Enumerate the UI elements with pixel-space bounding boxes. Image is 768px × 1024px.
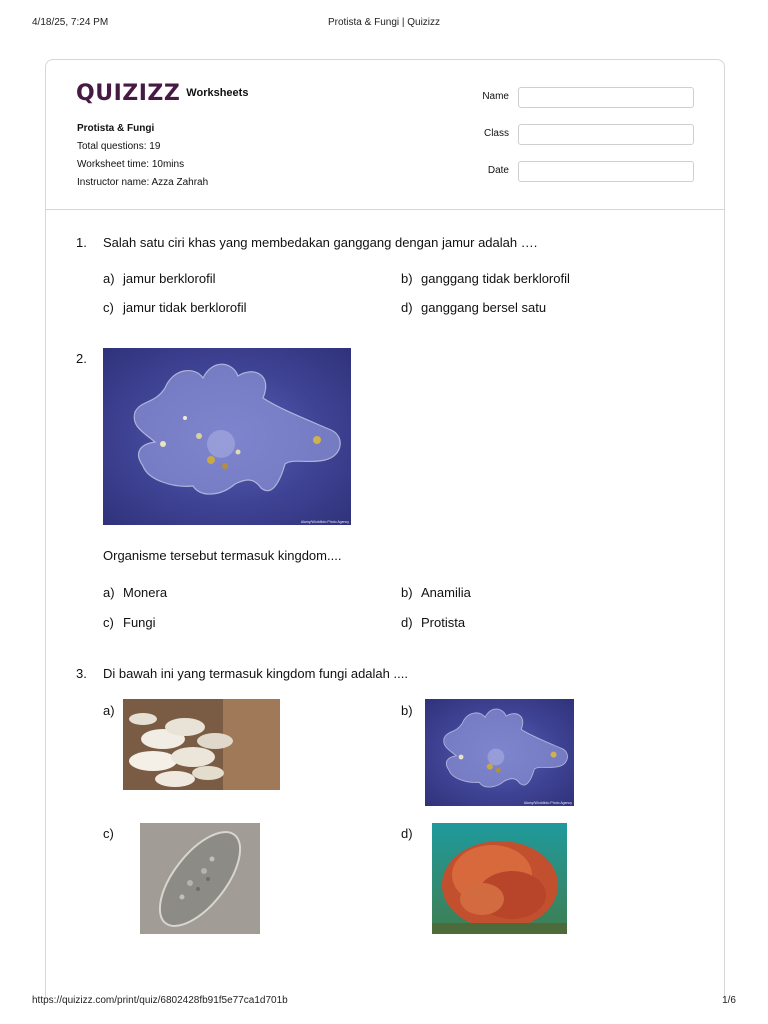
quiz-meta — [77, 120, 208, 192]
question-2-option-b[interactable]: b) Anamilia — [401, 585, 471, 600]
print-header — [0, 17, 768, 31]
page-number: 1/6 — [722, 995, 736, 1006]
question-1-option-a[interactable]: a) jamur berklorofil — [103, 271, 216, 286]
print-datetime: 4/18/25, 7:24 PM — [32, 17, 109, 28]
amoeba-image — [103, 348, 351, 525]
red-seaweed-image[interactable] — [432, 823, 567, 934]
quiz-title: Protista & Fungi — [77, 123, 155, 134]
question-2-option-a[interactable]: a) Monera — [103, 585, 168, 600]
worksheet-header — [46, 60, 724, 210]
question-2-option-d[interactable]: d) Protista — [401, 615, 466, 630]
question-2-number: 2. — [76, 351, 87, 366]
instructor-name: Instructor name: Azza Zahrah — [77, 177, 209, 188]
worksheet-time: Worksheet time: 10mins — [77, 159, 185, 170]
question-2-text: Organisme tersebut termasuk kingdom.... — [103, 548, 342, 563]
question-1-number: 1. — [76, 235, 87, 250]
question-3-number: 3. — [76, 666, 87, 681]
question-1-text: Salah satu ciri khas yang membedakan ganggang dengan jamur adalah …. — [103, 235, 538, 250]
question-3-option-b-label[interactable]: b) — [401, 703, 413, 718]
class-label: Class — [483, 128, 509, 139]
question-3-option-a-label[interactable]: a) — [103, 703, 115, 718]
paramecium-image[interactable] — [140, 823, 260, 934]
name-field[interactable] — [518, 87, 694, 108]
section-label: Worksheets — [186, 87, 249, 99]
amoeba-image-option-b[interactable] — [425, 699, 574, 806]
image-credit-option-b: Alamy/Worldfoto Photo Agency — [523, 801, 572, 805]
worksheet — [45, 59, 725, 999]
date-label: Date — [487, 165, 509, 176]
name-label: Name — [482, 91, 509, 102]
question-1-option-d[interactable]: d) ganggang bersel satu — [401, 300, 547, 315]
question-3-text: Di bawah ini yang termasuk kingdom fungi adalah .... — [103, 666, 408, 681]
question-1-option-c[interactable]: c) jamur tidak berklorofil — [103, 300, 247, 315]
question-3-option-d-label[interactable]: d) — [401, 826, 413, 841]
image-credit: Alamy/Worldfoto Photo Agency — [300, 520, 349, 524]
brand-name: QUIZIZZ — [76, 80, 181, 106]
oyster-mushrooms-image[interactable] — [123, 699, 280, 790]
date-field[interactable] — [518, 161, 694, 182]
print-footer — [0, 995, 768, 1009]
total-questions: Total questions: 19 — [77, 141, 161, 152]
question-1-option-b[interactable]: b) ganggang tidak berklorofil — [401, 271, 570, 286]
print-url: https://quizizz.com/print/quiz/6802428fb91f5e77ca1d701b — [32, 995, 288, 1006]
class-field[interactable] — [518, 124, 694, 145]
quizizz-logo — [76, 78, 248, 108]
print-page-title: Protista & Fungi | Quizizz — [327, 17, 441, 28]
question-2-option-c[interactable]: c) Fungi — [103, 615, 156, 630]
question-3-option-c-label[interactable]: c) — [103, 826, 114, 841]
